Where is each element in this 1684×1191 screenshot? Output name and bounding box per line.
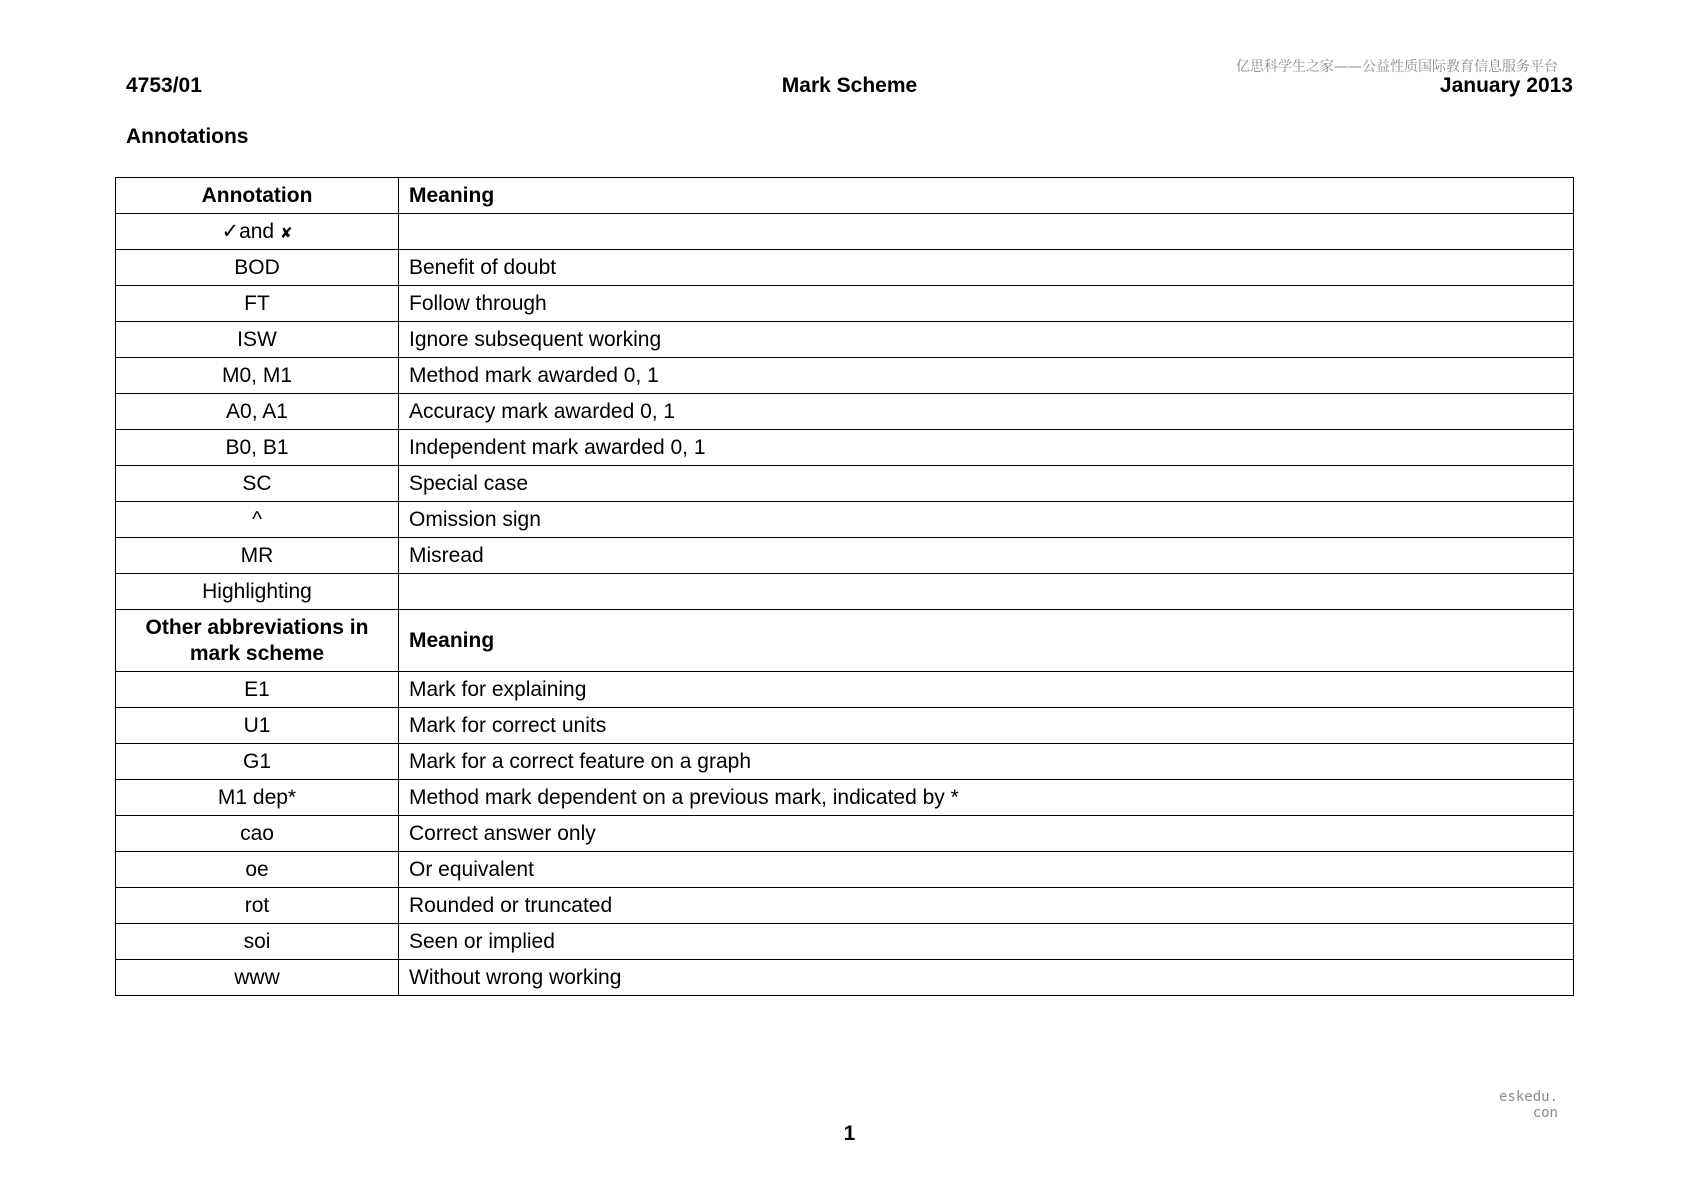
code-cell: M1 dep* — [116, 780, 399, 816]
code-cell: SC — [116, 466, 399, 502]
table-row — [116, 214, 1574, 250]
table-row — [116, 430, 1574, 466]
code-cell: E1 — [116, 672, 399, 708]
header-meaning: Meaning — [399, 610, 1574, 672]
code-cell: rot — [116, 888, 399, 924]
meaning-cell: Special case — [399, 466, 1574, 502]
meaning-cell: Method mark dependent on a previous mark, indicated by * — [399, 780, 1574, 816]
check-icon: ✓ — [221, 220, 240, 243]
table-row — [116, 708, 1574, 744]
header-meaning: Meaning — [399, 178, 1574, 214]
code-cell: FT — [116, 286, 399, 322]
table-row — [116, 358, 1574, 394]
code-cell: Highlighting — [116, 574, 399, 610]
annotations-table — [115, 177, 1574, 996]
table-row — [116, 816, 1574, 852]
meaning-cell: Independent mark awarded 0, 1 — [399, 430, 1574, 466]
page-number: 1 — [843, 1122, 856, 1145]
table-row — [116, 888, 1574, 924]
table-header-row — [116, 178, 1574, 214]
table-row — [116, 960, 1574, 996]
meaning-cell: Mark for explaining — [399, 672, 1574, 708]
meaning-cell: Seen or implied — [399, 924, 1574, 960]
header-date: January 2013 — [1439, 74, 1573, 97]
code-cell: www — [116, 960, 399, 996]
meaning-cell: Accuracy mark awarded 0, 1 — [399, 394, 1574, 430]
code-cell: U1 — [116, 708, 399, 744]
table-row — [116, 574, 1574, 610]
and-text: and — [239, 220, 280, 243]
meaning-cell: Misread — [399, 538, 1574, 574]
header-title: Mark Scheme — [781, 74, 918, 97]
code-cell: soi — [116, 924, 399, 960]
header-annotation: Annotation — [116, 178, 399, 214]
meaning-cell: Method mark awarded 0, 1 — [399, 358, 1574, 394]
meaning-cell — [399, 574, 1574, 610]
table-row — [116, 780, 1574, 816]
table-row — [116, 322, 1574, 358]
table-row — [116, 250, 1574, 286]
tick-and-cross-cell — [116, 214, 399, 250]
code-cell: ISW — [116, 322, 399, 358]
table-row — [116, 744, 1574, 780]
code-cell: A0, A1 — [116, 394, 399, 430]
code-cell: BOD — [116, 250, 399, 286]
meaning-cell: Follow through — [399, 286, 1574, 322]
meaning-cell: Omission sign — [399, 502, 1574, 538]
table-row — [116, 672, 1574, 708]
code-cell: G1 — [116, 744, 399, 780]
table-row — [116, 502, 1574, 538]
meaning-cell: Mark for correct units — [399, 708, 1574, 744]
code-cell: MR — [116, 538, 399, 574]
table-row — [116, 924, 1574, 960]
page-header — [126, 74, 1573, 102]
watermark-bottom-text: eskedu. con — [1498, 1089, 1558, 1121]
header-other-abbreviations-line1: Other abbreviations in — [145, 615, 369, 639]
meaning-cell: Mark for a correct feature on a graph — [399, 744, 1574, 780]
meaning-cell: Benefit of doubt — [399, 250, 1574, 286]
meaning-cell: Or equivalent — [399, 852, 1574, 888]
meaning-cell: Correct answer only — [399, 816, 1574, 852]
table-row — [116, 466, 1574, 502]
table-row — [116, 538, 1574, 574]
section-title: Annotations — [126, 125, 249, 148]
paper-code: 4753/01 — [126, 74, 202, 97]
table-row — [116, 852, 1574, 888]
cross-icon: ✘ — [279, 225, 293, 242]
header-other-abbreviations — [116, 610, 399, 672]
code-cell: cao — [116, 816, 399, 852]
code-cell: ^ — [116, 502, 399, 538]
meaning-cell: Without wrong working — [399, 960, 1574, 996]
meaning-cell: Rounded or truncated — [399, 888, 1574, 924]
code-cell: B0, B1 — [116, 430, 399, 466]
code-cell: oe — [116, 852, 399, 888]
code-cell: M0, M1 — [116, 358, 399, 394]
meaning-cell — [399, 214, 1574, 250]
table-header-row-abbreviations — [116, 610, 1574, 672]
table-row — [116, 286, 1574, 322]
watermark-top-text: 亿思科学生之家——公益性质国际教育信息服务平台 — [1236, 59, 1558, 75]
header-other-abbreviations-line2: mark scheme — [189, 641, 325, 665]
table-row — [116, 394, 1574, 430]
meaning-cell: Ignore subsequent working — [399, 322, 1574, 358]
